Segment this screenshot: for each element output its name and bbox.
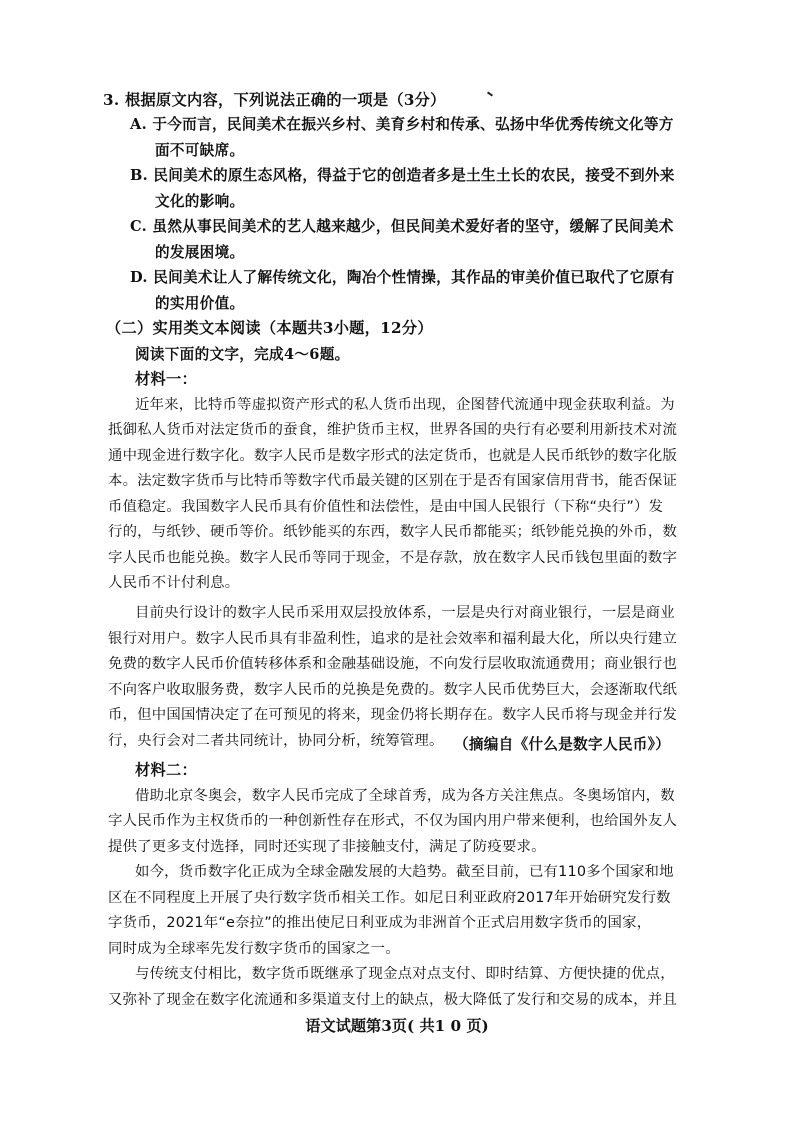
section-instruction: 阅读下面的文字，完成4～6题。 bbox=[135, 346, 350, 363]
material-1-line: 本。法定数字货币与比特币等数字代币最关键的区别在于是否有国家信用背书，能否保证 bbox=[108, 473, 678, 489]
material-1-line: 目前央行设计的数字人民币采用双层投放体系，一层是央行对商业银行，一层是商业 bbox=[135, 605, 675, 621]
section-title: （二）实用类文本阅读（本题共3小题，12分） bbox=[106, 319, 433, 337]
material-1-heading: 材料一： bbox=[135, 370, 197, 388]
option-c-line-2: 的发展困境。 bbox=[155, 244, 245, 261]
material-1-line: 银行对用户。数字人民币具有非盈利性，追求的是社会效率和福利最大化，所以央行建立 bbox=[108, 631, 678, 647]
material-2-line: 同时成为全球率先发行数字货币的国家之一。 bbox=[108, 941, 400, 957]
material-2-line: 字人民币作为主权货币的一种创新性存在形式，不仅为国内用户带来便利，也给国外友人 bbox=[108, 813, 678, 829]
material-1-line: 不向客户收取服务费，数字人民币的兑换是免费的。数字人民币优势巨大，会逐渐取代纸 bbox=[108, 682, 678, 698]
option-d-line-1: D. 民间美术让人了解传统文化，陶冶个性情操，其作品的审美价值已取代了它原有 bbox=[130, 269, 675, 286]
material-1-line: 币，但中国国情决定了在可预见的将来，现金仍将长期存在。数字人民币将与现金并行发 bbox=[108, 707, 678, 723]
option-a-line-1: A. 于今而言，民间美术在振兴乡村、美育乡村和传承、弘扬中华优秀传统文化等方 bbox=[130, 116, 674, 133]
option-b-line-2: 文化的影响。 bbox=[155, 193, 245, 210]
material-2-line: 区在不同程度上开展了央行数字货币相关工作。如尼日利亚政府2017年开始研究发行数 bbox=[108, 890, 671, 906]
material-1-line: 行，央行会对二者共同统计，协同分析，统筹管理。 bbox=[108, 733, 444, 749]
material-2-line: 与传统支付相比，数字货币既继承了现金点对点支付、即时结算、方便快捷的优点， bbox=[135, 966, 675, 982]
material-1-line: 抵御私人货币对法定货币的蚕食，维护货币主权，世界各国的央行有必要利用新技术对流 bbox=[108, 422, 678, 438]
material-1-line: 行的，与纸钞、硬币等价。纸钞能买的东西，数字人民币都能买；纸钞能兑换的外币，数 bbox=[108, 524, 678, 540]
material-1-line: 人民币不计付利息。 bbox=[108, 575, 240, 591]
question-3-stem: 3. 根据原文内容，下列说法正确的一项是（3分） bbox=[103, 91, 446, 109]
material-2-line: 提供了更多支付选择，同时还实现了非接触支付，满足了防疫要求。 bbox=[108, 839, 546, 855]
material-1-line: 通中现金进行数字化。数字人民币是数字形式的法定货币，也就是人民币纸钞的数字化版 bbox=[108, 448, 678, 464]
option-b-line-1: B. 民间美术的原生态风格，得益于它的创造者多是土生土长的农民，接受不到外来 bbox=[130, 167, 675, 184]
material-1-source: （摘编自《什么是数字人民币》） bbox=[454, 736, 671, 753]
material-1-line: 免费的数字人民币价值转移体系和金融基础设施，不向发行层收取流通费用；商业银行也 bbox=[108, 656, 678, 672]
material-1-line: 近年来，比特币等虚拟资产形式的私人货币出现，企图替代流通中现金获取利益。为 bbox=[135, 397, 675, 413]
material-2-line: 字货币，2021年“e奈拉”的推出使尼日利亚成为非洲首个正式启用数字货币的国家， bbox=[108, 915, 652, 931]
material-2-line: 又弥补了现金在数字化流通和多渠道支付上的缺点，极大降低了发行和交易的成本，并且 bbox=[108, 992, 678, 1008]
material-2-heading: 材料二： bbox=[135, 761, 197, 779]
scan-mark bbox=[487, 91, 493, 96]
option-a-line-2: 面不可缺席。 bbox=[155, 142, 245, 159]
page-footer: 语文试题第3页( 共1 0 页) bbox=[305, 1017, 489, 1035]
material-2-line: 如今，货币数字化正成为全球金融发展的大趋势。截至目前，已有110多个国家和地 bbox=[135, 864, 674, 880]
material-1-line: 币值稳定。我国数字人民币具有价值性和法偿性，是由中国人民银行（下称“央行”）发 bbox=[108, 499, 664, 515]
option-c-line-1: C. 虽然从事民间美术的艺人越来越少，但民间美术爱好者的坚守，缓解了民间美术 bbox=[130, 218, 674, 235]
option-d-line-2: 的实用价值。 bbox=[155, 295, 245, 312]
material-2-line: 借助北京冬奥会，数字人民币完成了全球首秀，成为各方关注焦点。冬奥场馆内，数 bbox=[135, 788, 675, 804]
material-1-line: 字人民币也能兑换。数字人民币等同于现金，不是存款，放在数字人民币钱包里面的数字 bbox=[108, 550, 678, 566]
